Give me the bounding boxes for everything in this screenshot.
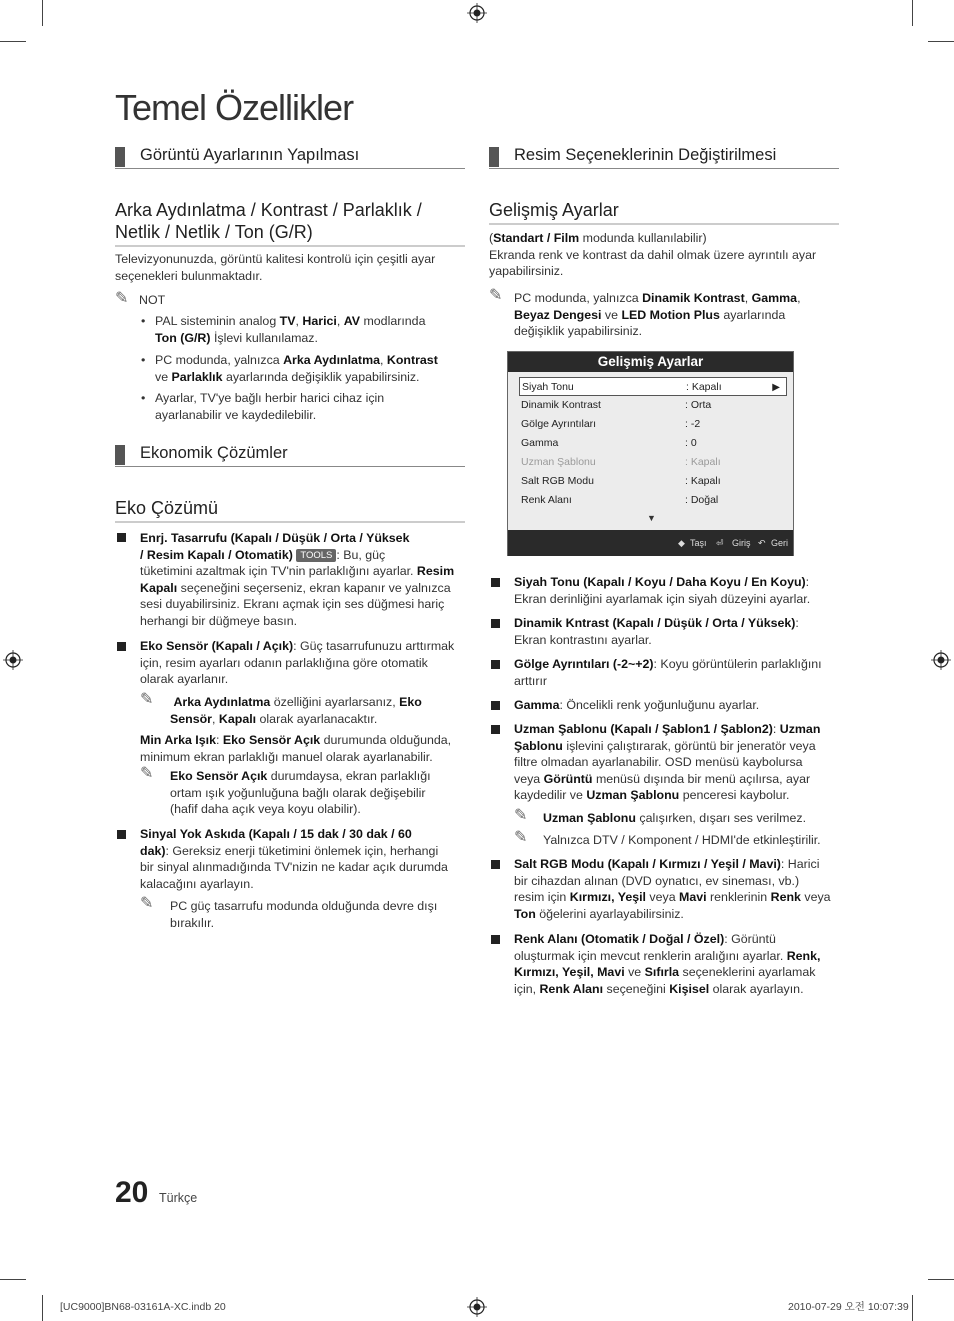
bullet-icon: • <box>141 314 146 328</box>
registration-mark-icon <box>467 1297 487 1317</box>
section-header-eco <box>115 441 465 467</box>
square-bullet-icon <box>491 725 500 734</box>
note-dtv-only: Yalnızca DTV / Komponent / HDMI'de etkinleştirilir. <box>543 833 821 847</box>
print-timestamp: 2010-07-29 오전 10:07:39 <box>788 1301 909 1313</box>
page-language: Türkçe <box>159 1191 198 1205</box>
square-bullet-icon <box>491 701 500 710</box>
crop-mark <box>0 1279 26 1280</box>
arrow-right-icon: ▶ <box>772 382 780 393</box>
page-number: 20 <box>115 1176 149 1209</box>
item-dynamic-contrast: Dinamik Kntrast (Kapalı / Düşük / Orta / Yüksek): Ekran kontrastını ayarlar. <box>514 616 799 647</box>
note-pencil-icon: ✎ <box>140 765 154 782</box>
square-bullet-icon <box>491 660 500 669</box>
section-header-picture-options <box>489 143 839 169</box>
osd-row-gamma[interactable]: Gamma : 0 <box>521 437 697 449</box>
eco-item-energy-saving: Enrj. Tasarrufu (Kapalı / Düşük / Orta / Yüksek / Resim Kapalı / Otomatik) TOOLS : Bu, güç tüketimini azaltmak için TV'nin parlaklığını ayarlar. Resim Kapalı seçeneğini seçerseniz, ekran kapanır ve yalnızca sesi duyabilirsiniz. Ekranı açmak için ses düğmesi hariç herhangi bir düğmeye basın. <box>140 531 455 628</box>
osd-row-dynamic-contrast[interactable]: Dinamik Kontrast : Orta <box>521 399 712 411</box>
section-bar <box>115 445 125 465</box>
item-black-tone: Siyah Tonu (Kapalı / Koyu / Daha Koyu / En Koyu): Ekran derinliğini ayarlamak için siyah düzeyini ayarlar. <box>514 575 811 606</box>
osd-row-rgb-only[interactable]: Salt RGB Modu : Kapalı <box>521 475 721 487</box>
square-bullet-icon <box>117 830 126 839</box>
crop-mark <box>42 0 43 26</box>
subheading-backlight <box>115 199 465 247</box>
note-eco-sensor-on: Eko Sensör Açık durumdaysa, ekran parlaklığı ortam ışık yoğunluğuna bağlı olarak değişebilir (hafif daha açık veya koyu olabilir). <box>170 769 431 817</box>
section-title: Ekonomik Çözümler <box>140 444 288 462</box>
section-header-picture-settings <box>115 143 465 169</box>
crop-mark <box>42 1295 43 1321</box>
note-pencil-icon: ✎ <box>489 287 503 304</box>
osd-row-color-space[interactable]: Renk Alanı : Doğal <box>521 494 719 506</box>
note-pencil-icon: ✎ <box>514 807 528 824</box>
square-bullet-icon <box>491 935 500 944</box>
move-icon: ◆ <box>678 538 685 548</box>
osd-advanced-settings-menu <box>507 351 794 556</box>
subheading-line: Arka Aydınlatma / Kontrast / Parlaklık / <box>115 200 422 220</box>
text-line: Televizyonunuzda, görüntü kalitesi kontrolü için çeşitli ayar <box>115 252 436 266</box>
item-rgb-only: Salt RGB Modu (Kapalı / Kırmızı / Yeşil / Mavi): Harici bir cihazdan alınan (DVD oynatıcı, ev sineması, vb.) resim için Kırmızı, Yeşil veya Mavi renklerinin Renk veya Ton öğelerini ayarlayabilirsiniz. <box>514 857 831 921</box>
back-label: Geri <box>771 538 789 548</box>
note-pencil-icon: ✎ <box>140 895 154 912</box>
item-expert-pattern: Uzman Şablonu (Kapalı / Şablon1 / Şablon2): Uzman Şablonu işlevini çalıştırarak, görüntü bir jeneratör veya filtre olmadan ayarlanabilir. OSD menüsü kaybolursa veya Görüntü menüsü dışında bir menü açılırsa, ayar kaydedilir ve Uzman Şablonu penceresi kaybolur. <box>514 722 821 803</box>
enter-icon: ⏎ <box>716 538 724 548</box>
crop-mark <box>0 41 26 42</box>
note-bullet-2: PC modunda, yalnızca Arka Aydınlatma, Kontrast ve Parlaklık ayarlarında değişiklik yapabilirsiniz. <box>155 353 438 384</box>
scroll-down-icon[interactable]: ▼ <box>647 513 656 523</box>
return-icon: ↶ <box>758 538 766 548</box>
note-pencil-icon: ✎ <box>140 691 154 708</box>
note-label: NOT <box>139 293 166 307</box>
section-bar <box>115 147 125 167</box>
eco-item-no-signal: Sinyal Yok Askıda (Kapalı / 15 dak / 30 dak / 60 dak): Gereksiz enerji tüketimini önlemek için, herhangi bir sinyal alınmadığında TV'nizin ne kadar açık durumda kalacağını ayarlayın. <box>140 827 448 891</box>
bullet-icon: • <box>141 353 146 367</box>
print-file-info: [UC9000]BN68-03161A-XC.indb 20 <box>60 1301 226 1313</box>
square-bullet-icon <box>117 642 126 651</box>
advanced-intro: (Standart / Film modunda kullanılabilir) Ekranda renk ve kontrast da dahil olmak üzere ayrıntılı ayar yapabilirsiniz. <box>489 231 817 279</box>
crop-mark <box>928 1279 954 1280</box>
section-bar <box>489 147 499 167</box>
registration-mark-icon <box>3 650 23 670</box>
intro-paragraph <box>115 251 465 284</box>
osd-row-expert-pattern: Uzman Şablonu : Kapalı <box>521 456 721 468</box>
item-gamma: Gamma: Öncelikli renk yoğunluğunu ayarlar. <box>514 698 760 712</box>
osd-row-black-tone[interactable]: Siyah Tonu : Kapalı ▶ <box>519 377 787 396</box>
registration-mark-icon <box>467 3 487 23</box>
osd-row-shadow-detail[interactable]: Gölge Ayrıntıları : -2 <box>521 418 701 430</box>
item-shadow-detail: Gölge Ayrıntıları (-2~+2): Koyu görüntülerin parlaklığını arttırır <box>514 657 822 688</box>
registration-mark-icon <box>931 650 951 670</box>
note-pc-mode: PC modunda, yalnızca Dinamik Kontrast, Gamma, Beyaz Dengesi ve LED Motion Plus ayarlarında değişiklik yapabilirsiniz. <box>514 291 801 339</box>
eco-item-eco-sensor: Eko Sensör (Kapalı / Açık): Güç tasarrufunuzu arttırmak için, resim ayarları odanın parlaklığına göre otomatik olarak ayarlanır. <box>140 639 455 687</box>
subheading-line: Netlik / Netlik / Ton (G/R) <box>115 222 313 242</box>
note-pencil-icon: ✎ <box>514 829 528 846</box>
osd-footer <box>508 530 793 556</box>
page-title: Temel Özellikler <box>115 87 354 128</box>
min-backlight: Min Arka Işık: Eko Sensör Açık durumunda olduğunda, minimum ekran parlaklığı manuel olarak ayarlanabilir. <box>140 733 452 764</box>
osd-title: Gelişmiş Ayarlar <box>508 352 793 372</box>
note-pc-power: PC güç tasarrufu modunda olduğunda devre dışı bırakılır. <box>170 899 438 930</box>
note-pencil-icon: ✎ <box>115 290 129 307</box>
square-bullet-icon <box>491 619 500 628</box>
square-bullet-icon <box>117 533 126 542</box>
square-bullet-icon <box>491 860 500 869</box>
tools-icon: TOOLS <box>296 549 336 562</box>
move-label: Taşı <box>690 538 707 548</box>
crop-mark <box>928 41 954 42</box>
square-bullet-icon <box>491 578 500 587</box>
bullet-icon: • <box>141 391 146 405</box>
note-bullet-1: PAL sisteminin analog TV, Harici, AV modlarında Ton (G/R) İşlevi kullanılamaz. <box>155 314 426 345</box>
note-expert-pattern-sound: Uzman Şablonu çalışırken, dışarı ses verilmez. <box>543 811 807 825</box>
text-line: seçenekleri bulunmaktadır. <box>115 268 263 283</box>
crop-mark <box>912 0 913 26</box>
note-bullet-3: Ayarlar, TV'ye bağlı herbir harici cihaz için ayarlanabilir ve kaydedilebilir. <box>155 391 385 422</box>
item-color-space: Renk Alanı (Otomatik / Doğal / Özel): Görüntü oluşturmak için mevcut renklerin aralığını ayarlar. Renk, Kırmızı, Yeşil, Mavi ve Sıfırla seçeneklerini ayarlamak için, Renk Alanı seçeneğini Kişisel olarak ayarlayın. <box>514 932 821 996</box>
subheading-eco-solution: Eko Çözümü <box>115 497 465 523</box>
subheading-advanced-settings: Gelişmiş Ayarlar <box>489 199 839 225</box>
section-title: Resim Seçeneklerinin Değiştirilmesi <box>514 146 777 164</box>
note-backlight: Arka Aydınlatma özelliğini ayarlarsanız, Eko Sensör, Kapalı olarak ayarlanacaktır. <box>170 695 422 726</box>
crop-mark <box>912 1295 913 1321</box>
section-title: Görüntü Ayarlarının Yapılması <box>140 146 360 164</box>
enter-label: Giriş <box>732 538 751 548</box>
